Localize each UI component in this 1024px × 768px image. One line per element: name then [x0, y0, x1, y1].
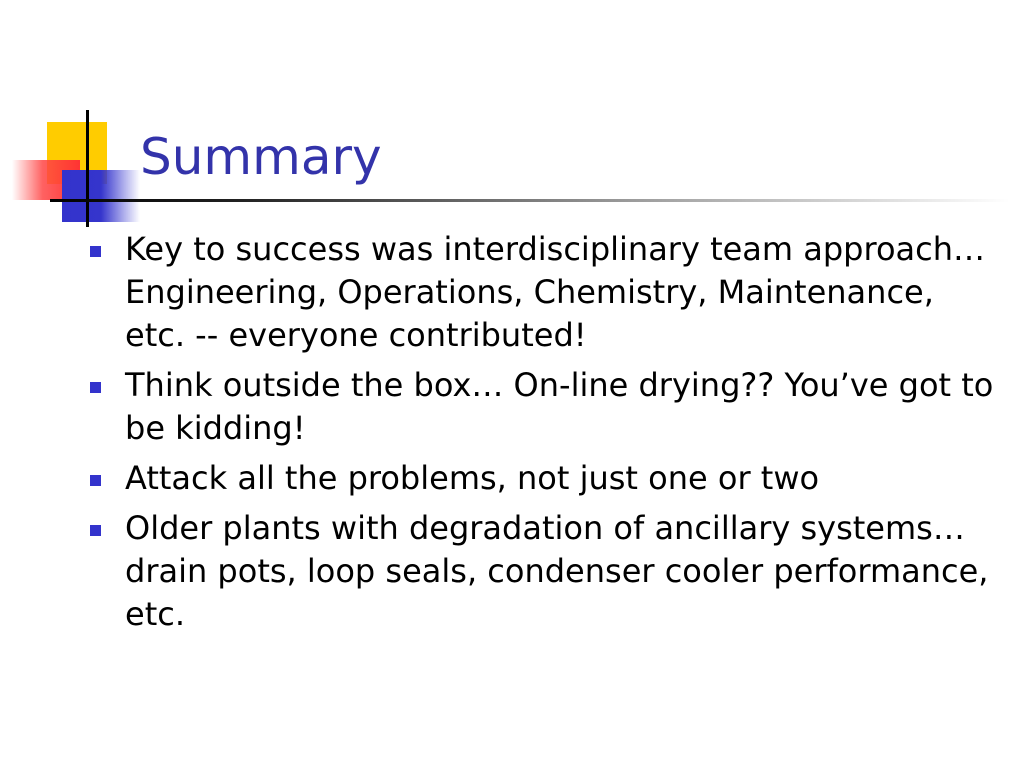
bullet-item: [88, 228, 998, 357]
bullet-item: [88, 364, 998, 450]
bullet-list: [88, 228, 998, 643]
square-bullet-icon: [90, 525, 101, 536]
bullet-text: Think outside the box… On-line drying?? You’ve got to be kidding!: [125, 366, 994, 447]
title-underline: [50, 199, 1010, 202]
bullet-item: [88, 507, 998, 636]
bullet-text: Older plants with degradation of ancillary systems… drain pots, loop seals, condenser cooler performance, etc.: [125, 509, 989, 633]
square-bullet-icon: [90, 382, 101, 393]
decorative-blue-square: [62, 170, 140, 222]
bullet-text: Attack all the problems, not just one or two: [125, 459, 820, 497]
slide-title: Summary: [140, 128, 382, 186]
square-bullet-icon: [90, 475, 101, 486]
decorative-vertical-line: [86, 110, 89, 227]
square-bullet-icon: [90, 246, 101, 257]
bullet-text: Key to success was interdisciplinary team approach… Engineering, Operations, Chemistry, Maintenance, etc. -- everyone contributed!: [125, 230, 985, 354]
bullet-item: [88, 457, 998, 500]
